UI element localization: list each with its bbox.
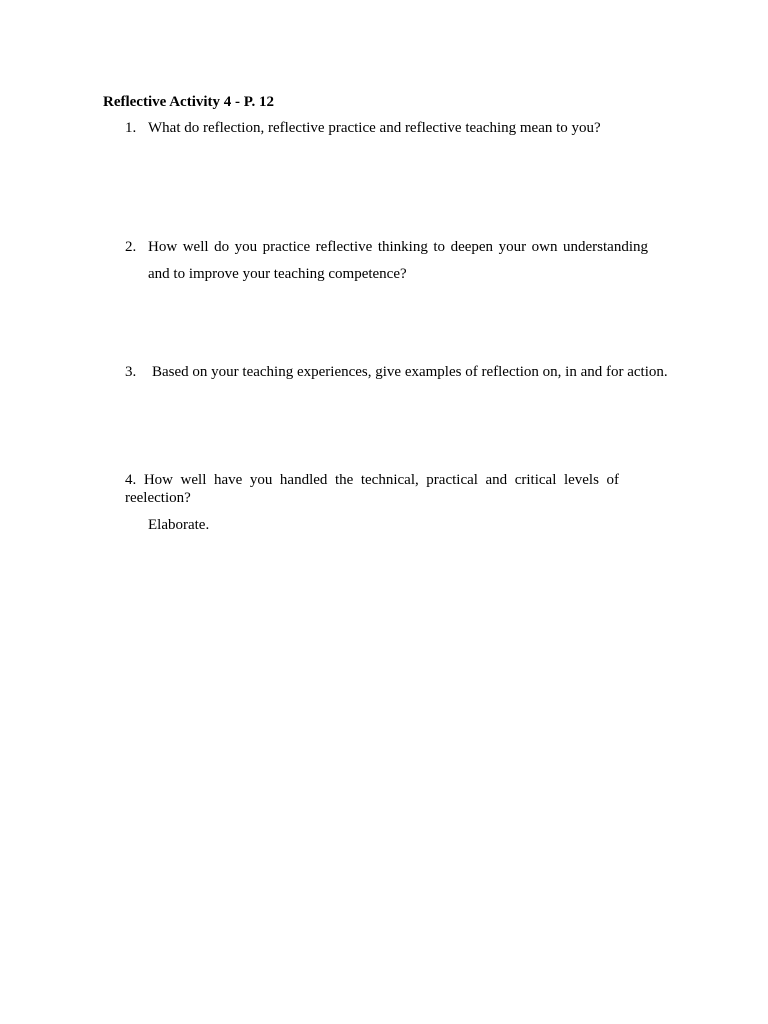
question-text-line-1: How well do you practice reflective thinking to deepen your own understanding — [148, 239, 648, 255]
question-text-line-2: and to improve your teaching competence? — [148, 266, 407, 282]
question-number: 2. — [125, 239, 137, 255]
page-title: Reflective Activity 4 - P. 12 — [103, 94, 275, 110]
question-text-line-2: reelection? — [125, 490, 191, 506]
question-text: Based on your teaching experiences, give examples of reflection on, in and for action. — [152, 364, 668, 380]
question-number: 1. — [125, 120, 137, 136]
question-text-line-1: 4. How well have you handled the technical, practical and critical levels of — [125, 472, 619, 488]
question-text-line-3: Elaborate. — [148, 517, 210, 533]
question-text: What do reflection, reflective practice and reflective teaching mean to you? — [148, 120, 601, 136]
question-number: 3. — [125, 364, 137, 380]
